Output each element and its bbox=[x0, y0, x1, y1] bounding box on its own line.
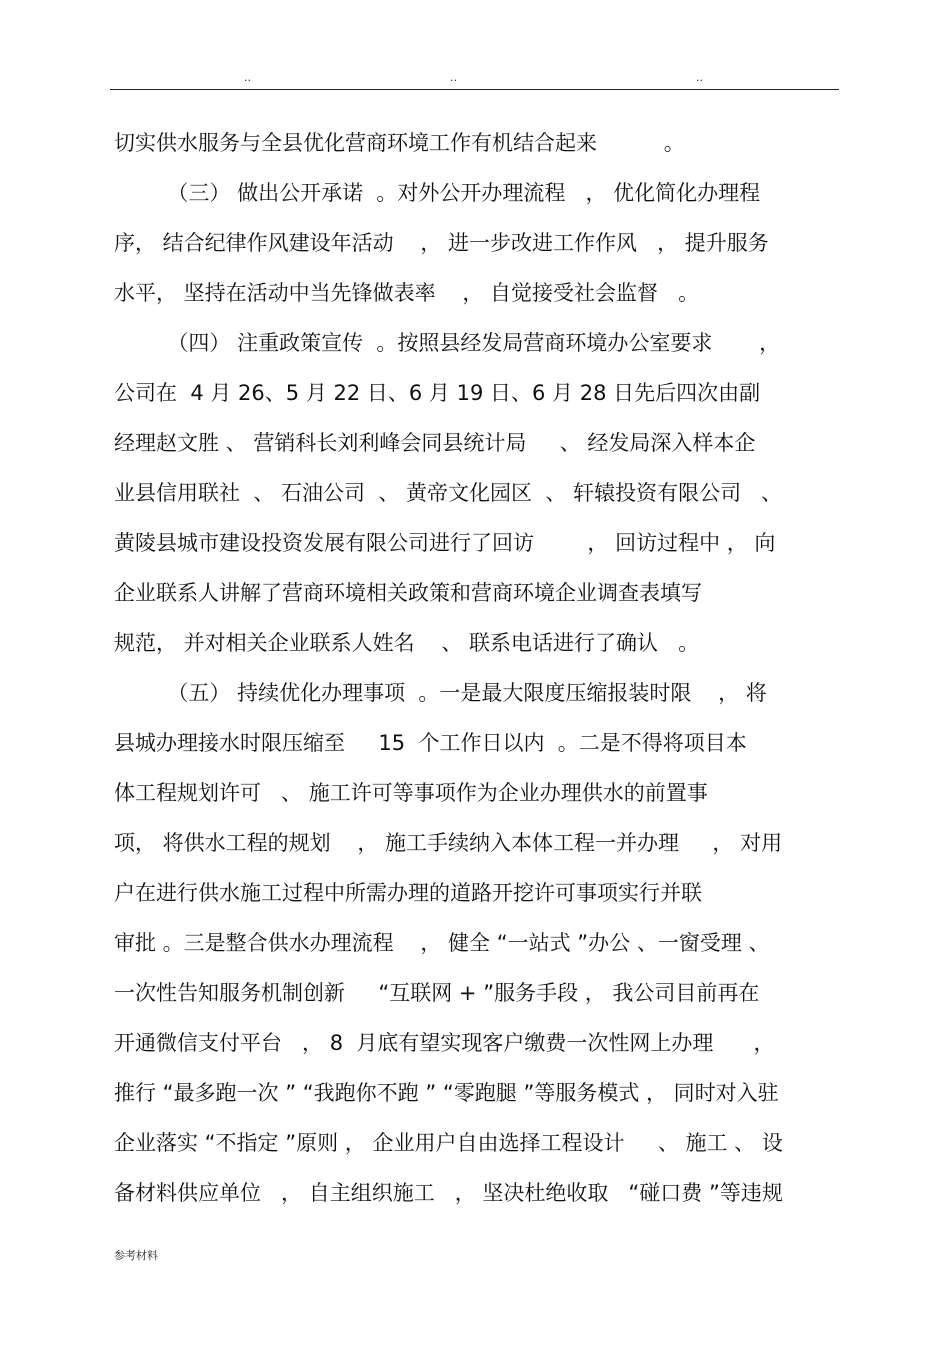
text-line: 审批 。三是整合供水办理流程 ， 健全 “一站式 ”办公 、一窗受理 、 bbox=[114, 931, 770, 955]
text-line: 序， 结合纪律作风建设年活动 ， 进一步改进工作作风 ， 提升服务 bbox=[114, 231, 769, 255]
footer-note: 参考材料 bbox=[114, 1249, 158, 1262]
text-line: 公司在 4 月 26、5 月 22 日、6 月 19 日、6 月 28 日先后四次由副 bbox=[114, 381, 761, 405]
page-header bbox=[0, 71, 950, 87]
text-line: 户在进行供水施工过程中所需办理的道路开挖许可事项实行并联 bbox=[114, 881, 702, 905]
text-line: 业县信用联社 、 石油公司 、 黄帝文化园区 、 轩辕投资有限公司 、 bbox=[114, 481, 783, 505]
text-line: 规范， 并对相关企业联系人姓名 、 联系电话进行了确认 。 bbox=[114, 631, 700, 655]
header-mark-3: .. bbox=[696, 71, 703, 84]
text-line: 一次性告知服务机制创新 “互联网 + ”服务手段 ， 我公司目前再在 bbox=[114, 981, 760, 1005]
header-mark-2: .. bbox=[450, 71, 457, 84]
text-line: 企业落实 “不指定 ”原则 ， 企业用户自由选择工程设计 、 施工 、 设 bbox=[114, 1131, 783, 1155]
text-line: 项， 将供水工程的规划 ， 施工手续纳入本体工程一并办理 ， 对用 bbox=[114, 831, 783, 855]
header-mark-1: .. bbox=[244, 71, 251, 84]
text-line: （五） 持续优化办理事项 。一是最大限度压缩报装时限 ， 将 bbox=[114, 681, 767, 705]
text-line: 经理赵文胜 、 营销科长刘利峰会同县统计局 、 经发局深入样本企 bbox=[114, 431, 756, 455]
text-line: 黄陵县城市建设投资发展有限公司进行了回访 ， 回访过程中 ， 向 bbox=[114, 531, 776, 555]
text-line: 县城办理接水时限压缩至 15 个工作日以内 。二是不得将项目本 bbox=[114, 731, 747, 755]
document-body bbox=[114, 118, 838, 1218]
text-line: 体工程规划许可 、 施工许可等事项作为企业办理供水的前置事 bbox=[114, 781, 708, 805]
text-line: 备材料供应单位 ， 自主组织施工 ， 坚决杜绝收取 “碰口费 ”等违规 bbox=[114, 1181, 783, 1205]
header-rule bbox=[110, 89, 839, 90]
text-line: 开通微信支付平台 ， 8 月底有望实现客户缴费一次性网上办理 ， bbox=[114, 1031, 775, 1055]
text-line: 切实供水服务与全县优化营商环境工作有机结合起来 。 bbox=[114, 131, 685, 155]
text-line: 推行 “最多跑一次 ” “我跑你不跑 ” “零跑腿 ”等服务模式 ， 同时对入驻 bbox=[114, 1081, 779, 1105]
text-line: （四） 注重政策宣传 。按照县经发局营商环境办公室要求 ， bbox=[114, 331, 781, 355]
text-line: （三） 做出公开承诺 。对外公开办理流程 ， 优化简化办理程 bbox=[114, 181, 761, 205]
text-line: 水平， 坚持在活动中当先锋做表率 ， 自觉接受社会监督 。 bbox=[114, 281, 700, 305]
text-line: 企业联系人讲解了营商环境相关政策和营商环境企业调查表填写 bbox=[114, 581, 702, 605]
